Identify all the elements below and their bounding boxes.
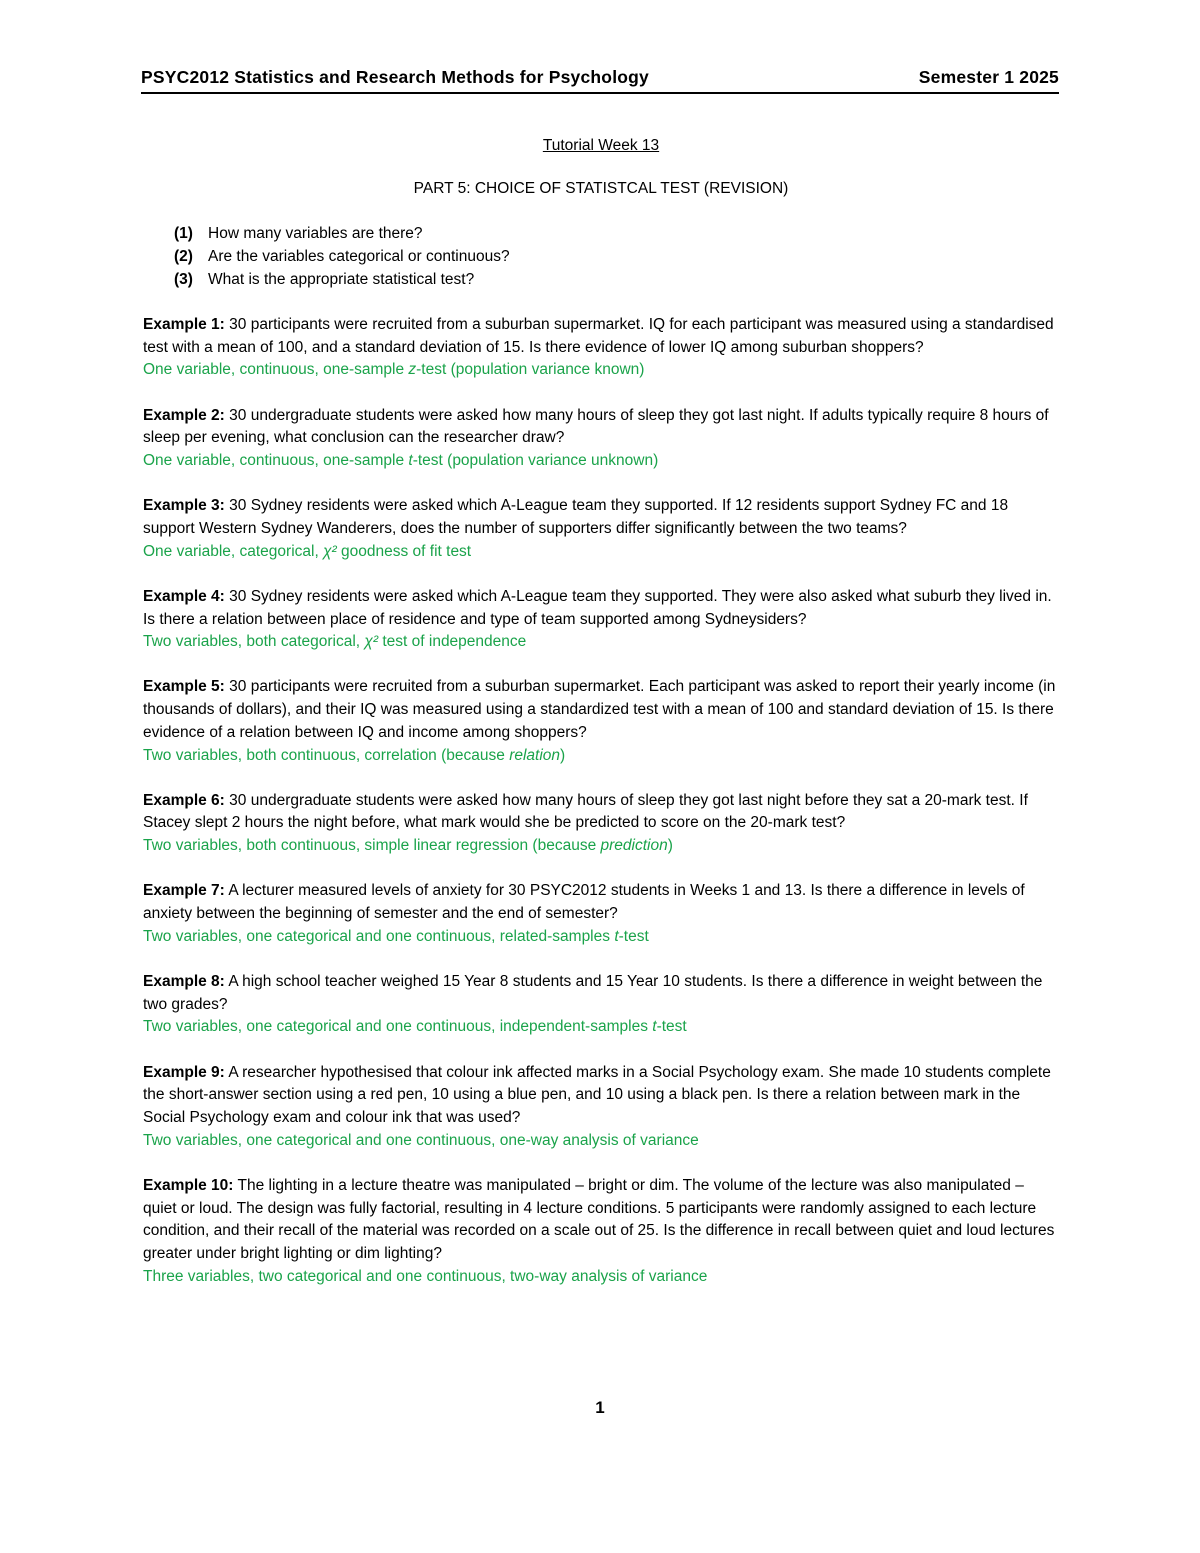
question-item (143, 246, 1059, 269)
example-3 (143, 495, 1059, 563)
example-text: 30 participants were recruited from a suburban supermarket. IQ for each participant was measured using a standardised test with a mean of 100, and a standard deviation of 15. Is there evidence of lower IQ among suburban shoppers? (143, 316, 1054, 356)
example-label: Example 10: (143, 1176, 234, 1194)
example-label: Example 2: (143, 406, 225, 424)
course-title: PSYC2012 Statistics and Research Methods for Psychology (141, 67, 649, 87)
guiding-questions (143, 223, 1059, 291)
example-4 (143, 586, 1059, 654)
example-text: 30 Sydney residents were asked which A-League team they supported. If 12 residents support Sydney FC and 18 support Western Sydney Wanderers, does the number of supporters differ significantly between the two teams? (143, 497, 1009, 537)
example-answer: Two variables, one categorical and one continuous, one-way analysis of variance (143, 1131, 699, 1149)
question-text: What is the appropriate statistical test? (208, 270, 475, 288)
page-header (141, 66, 1059, 94)
example-label: Example 5: (143, 678, 225, 696)
question-item (143, 223, 1059, 246)
question-number: (1) (174, 225, 193, 243)
question-item (143, 269, 1059, 292)
example-text: 30 undergraduate students were asked how many hours of sleep they got last night. If adults typically require 8 hours of sleep per evening, what conclusion can the researcher draw? (143, 406, 1049, 447)
example-label: Example 6: (143, 791, 225, 809)
example-label: Example 7: (143, 882, 225, 900)
example-label: Example 4: (143, 587, 225, 605)
tutorial-title: Tutorial Week 13 (542, 137, 660, 154)
example-8 (143, 971, 1059, 1039)
example-text: 30 Sydney residents were asked which A-League team they supported. They were also asked what suburb they lived in. Is there a relation between place of residence and type of team supported among Sydneysiders? (143, 587, 1052, 628)
example-text: 30 participants were recruited from a suburban supermarket. Each participant was asked to report their yearly income (in thousands of dollars), and their IQ was measured using a standardized test with a mean of 100 and standard deviation of 15. Is there evidence of a relation between IQ and income among shoppers? (143, 678, 1056, 741)
example-answer: One variable, continuous, one-sample z-test (population variance known) (143, 361, 645, 379)
example-6 (143, 790, 1059, 858)
example-answer: Two variables, one categorical and one continuous, related-samples t-test (143, 927, 649, 945)
example-label: Example 1: (143, 316, 225, 334)
example-answer: Two variables, both categorical, χ² test of independence (143, 633, 527, 651)
example-answer: Two variables, one categorical and one continuous, independent-samples t-test (143, 1018, 687, 1036)
semester-label: Semester 1 2025 (918, 67, 1059, 87)
example-label: Example 3: (143, 497, 225, 515)
example-text: The lighting in a lecture theatre was manipulated – bright or dim. The volume of the lecture was also manipulated – quiet or loud. The design was fully factorial, resulting in 4 lecture conditions. 5 participants were randomly assigned to each lecture condition, and their recall of the material was recorded on a scale out of 25. Is the difference in recall between quiet and loud lectures greater under bright lighting or dim lighting? (143, 1176, 1055, 1263)
example-answer: One variable, categorical, χ² goodness of fit test (143, 542, 472, 560)
example-text: 30 undergraduate students were asked how many hours of sleep they got last night before they sat a 20-mark test. If Stacey slept 2 hours the night before, what mark would she be predicted to score on the 20-mark test? (143, 791, 1028, 832)
example-text: A lecturer measured levels of anxiety for 30 PSYC2012 students in Weeks 1 and 13. Is there a difference in levels of anxiety between the beginning of semester and the end of semester? (143, 882, 1025, 923)
example-7 (143, 880, 1059, 948)
question-number: (2) (174, 248, 193, 266)
example-answer: One variable, continuous, one-sample t-test (population variance unknown) (143, 452, 659, 470)
example-label: Example 8: (143, 972, 225, 990)
example-answer: Three variables, two categorical and one continuous, two-way analysis of variance (143, 1267, 708, 1285)
example-text: A high school teacher weighed 15 Year 8 students and 15 Year 10 students. Is there a difference in weight between the two grades? (143, 972, 1043, 1013)
example-1 (143, 314, 1059, 382)
question-number: (3) (174, 270, 193, 288)
example-9 (143, 1062, 1059, 1153)
example-answer: Two variables, both continuous, correlation (because relation) (143, 746, 566, 764)
section-heading: PART 5: CHOICE OF STATISTCAL TEST (REVISION) (413, 179, 789, 197)
example-2 (143, 405, 1059, 473)
example-answer: Two variables, both continuous, simple linear regression (because prediction) (143, 837, 673, 855)
example-text: A researcher hypothesised that colour ink affected marks in a Social Psychology exam. She made 10 students complete the short-answer section using a red pen, 10 using a blue pen, and 10 using a black pen. Is there a relation between mark in the Social Psychology exam and colour ink that was used? (143, 1063, 1051, 1126)
question-text: How many variables are there? (208, 225, 423, 243)
example-label: Example 9: (143, 1063, 225, 1081)
page-number: 1 (595, 1398, 605, 1417)
example-10 (143, 1175, 1059, 1289)
document-body (143, 135, 1059, 1288)
example-5 (143, 676, 1059, 767)
question-text: Are the variables categorical or continuous? (208, 248, 510, 266)
